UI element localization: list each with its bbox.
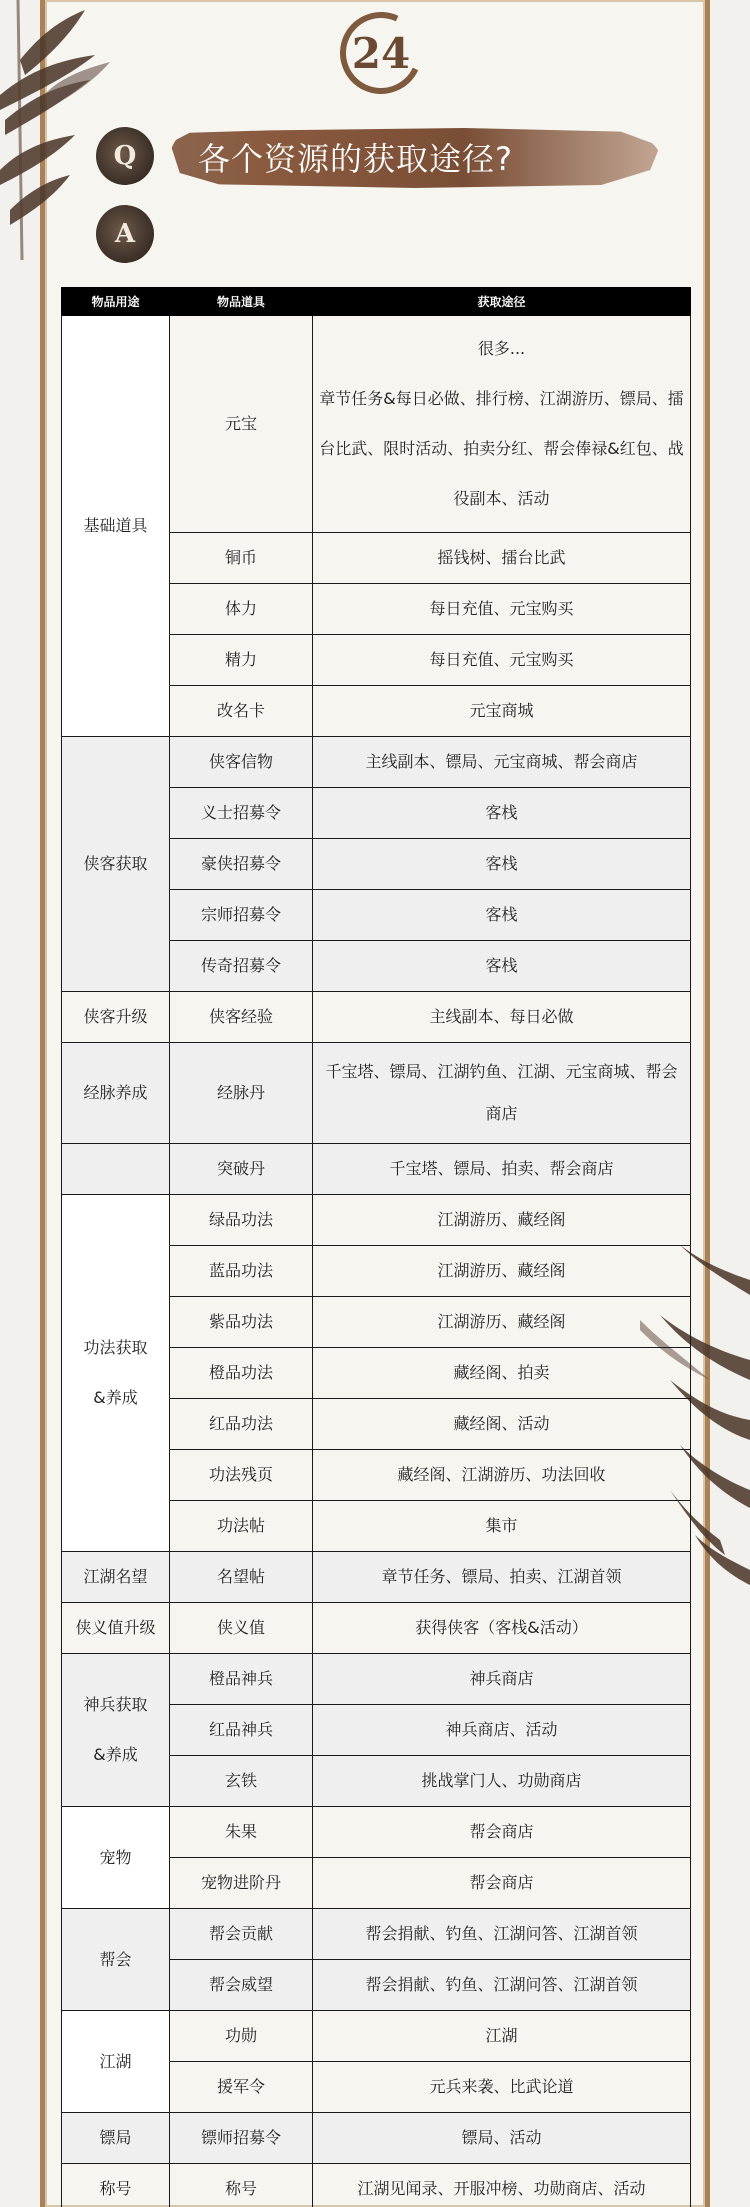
item-cell: 改名卡 [170,686,313,737]
item-cell: 帮会威望 [170,1960,313,2011]
source-cell: 藏经阁、拍卖 [313,1348,691,1399]
column-header: 物品用途 [62,288,170,316]
table-row [62,316,691,533]
item-cell: 蓝品功法 [170,1246,313,1297]
table-row [62,2011,691,2062]
item-cell: 元宝 [170,316,313,533]
item-cell: 绿品功法 [170,1195,313,1246]
category-cell: 神兵获取&养成 [62,1654,170,1807]
item-cell: 玄铁 [170,1756,313,1807]
item-cell: 橙品神兵 [170,1654,313,1705]
question-number: 24 [351,28,411,78]
table-row [62,1807,691,1858]
table-row [62,1603,691,1654]
table-row [62,2164,691,2207]
a-badge [96,205,154,263]
resource-table [61,287,691,2207]
source-cell: 元兵来袭、比武论道 [313,2062,691,2113]
item-cell: 突破丹 [170,1144,313,1195]
source-cell: 客栈 [313,890,691,941]
column-header: 物品道具 [170,288,313,316]
source-cell: 获得侠客（客栈&活动） [313,1603,691,1654]
source-cell: 帮会捐献、钓鱼、江湖问答、江湖首领 [313,1960,691,2011]
item-cell: 精力 [170,635,313,686]
category-cell: 镖局 [62,2113,170,2164]
table-row [62,992,691,1043]
source-cell: 江湖游历、藏经阁 [313,1246,691,1297]
category-cell: 经脉养成 [62,1043,170,1144]
source-cell: 藏经阁、江湖游历、功法回收 [313,1450,691,1501]
item-cell: 红品功法 [170,1399,313,1450]
category-cell: 侠客升级 [62,992,170,1043]
source-cell: 每日充值、元宝购买 [313,635,691,686]
item-cell: 宗师招募令 [170,890,313,941]
table-row [62,1909,691,1960]
item-cell: 朱果 [170,1807,313,1858]
item-cell: 援军令 [170,2062,313,2113]
source-cell: 帮会商店 [313,1858,691,1909]
item-cell: 侠客信物 [170,737,313,788]
category-cell: 基础道具 [62,316,170,737]
source-cell: 神兵商店、活动 [313,1705,691,1756]
source-cell: 很多... 章节任务&每日必做、排行榜、江湖游历、镖局、擂台比武、限时活动、拍卖分红、帮会俸禄&红包、战役副本、活动 [313,316,691,533]
source-cell: 千宝塔、镖局、拍卖、帮会商店 [313,1144,691,1195]
source-cell: 元宝商城 [313,686,691,737]
source-cell: 客栈 [313,839,691,890]
category-cell: 江湖 [62,2011,170,2113]
item-cell: 侠客经验 [170,992,313,1043]
table-row [62,1552,691,1603]
item-cell: 功法帖 [170,1501,313,1552]
source-cell: 挑战掌门人、功勋商店 [313,1756,691,1807]
table-row [62,1654,691,1705]
source-cell: 江湖 [313,2011,691,2062]
item-cell: 橙品功法 [170,1348,313,1399]
source-cell: 主线副本、每日必做 [313,992,691,1043]
category-cell: 江湖名望 [62,1552,170,1603]
item-cell: 铜币 [170,533,313,584]
table-row [62,1043,691,1144]
source-cell: 客栈 [313,788,691,839]
column-header: 获取途径 [313,288,691,316]
item-cell: 帮会贡献 [170,1909,313,1960]
category-cell: 帮会 [62,1909,170,2011]
category-cell: 称号 [62,2164,170,2207]
q-badge [96,127,154,185]
table-row [62,1195,691,1246]
item-cell: 红品神兵 [170,1705,313,1756]
source-cell: 每日充值、元宝购买 [313,584,691,635]
category-cell: 宠物 [62,1807,170,1909]
item-cell: 名望帖 [170,1552,313,1603]
item-cell: 称号 [170,2164,313,2207]
item-cell: 经脉丹 [170,1043,313,1144]
table-header-row [62,288,691,316]
item-cell: 功法残页 [170,1450,313,1501]
item-cell: 义士招募令 [170,788,313,839]
source-cell: 千宝塔、镖局、江湖钓鱼、江湖、元宝商城、帮会商店 [313,1043,691,1144]
source-cell: 江湖游历、藏经阁 [313,1195,691,1246]
category-cell: 侠客获取 [62,737,170,992]
item-cell: 侠义值 [170,1603,313,1654]
item-cell: 紫品功法 [170,1297,313,1348]
source-cell: 集市 [313,1501,691,1552]
source-cell: 镖局、活动 [313,2113,691,2164]
source-cell: 帮会捐献、钓鱼、江湖问答、江湖首领 [313,1909,691,1960]
item-cell: 豪侠招募令 [170,839,313,890]
source-cell: 帮会商店 [313,1807,691,1858]
item-cell: 镖师招募令 [170,2113,313,2164]
a-label: A [114,219,136,249]
category-cell [62,1144,170,1195]
table-row [62,2113,691,2164]
source-cell: 摇钱树、擂台比武 [313,533,691,584]
source-cell: 江湖见闻录、开服冲榜、功勋商店、活动 [313,2164,691,2207]
category-cell: 侠义值升级 [62,1603,170,1654]
item-cell: 体力 [170,584,313,635]
item-cell: 传奇招募令 [170,941,313,992]
table-row [62,737,691,788]
source-cell: 章节任务、镖局、拍卖、江湖首领 [313,1552,691,1603]
item-cell: 功勋 [170,2011,313,2062]
source-cell: 主线副本、镖局、元宝商城、帮会商店 [313,737,691,788]
question-title: 各个资源的获取途径? [198,140,513,178]
q-label: Q [113,141,137,171]
source-cell: 藏经阁、活动 [313,1399,691,1450]
source-cell: 神兵商店 [313,1654,691,1705]
source-cell: 江湖游历、藏经阁 [313,1297,691,1348]
source-cell: 客栈 [313,941,691,992]
item-cell: 宠物进阶丹 [170,1858,313,1909]
table-row [62,1144,691,1195]
category-cell: 功法获取&养成 [62,1195,170,1552]
